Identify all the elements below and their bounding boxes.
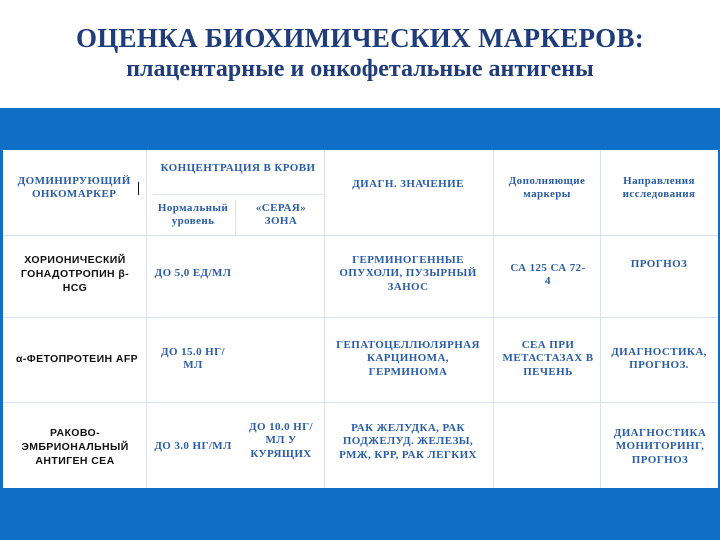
header-gray-zone: «СЕРАЯ» ЗОНА (255, 201, 307, 227)
grid-line (146, 150, 147, 488)
slide-title-block (0, 22, 720, 84)
grid-line (235, 200, 236, 235)
grid-line (3, 235, 718, 236)
row3-marker: РАКОВО-ЭМБРИОНАЛЬНЫЙ АНТИГЕН СЕА (21, 427, 129, 467)
row1-gray (243, 245, 319, 303)
header-diagnostic-value: ДИАГН. ЗНАЧЕНИЕ (352, 178, 464, 191)
row1-normal: ДО 5,0 ЕД/МЛ (154, 267, 232, 280)
grid-line (153, 194, 323, 195)
row2-gray (243, 330, 319, 388)
row2-diagnostic: ГЕПАТОЦЕЛЛЮЛЯРНАЯ КАРЦИНОМА, ГЕРМИНОМА (336, 338, 480, 378)
row3-gray: ДО 10.0 НГ/МЛ У КУРЯЩИХ (249, 420, 313, 460)
row3-diagnostic: РАК ЖЕЛУДКА, РАК ПОДЖЕЛУД. ЖЕЛЕЗЫ, РМЖ, КРР, РАК ЛЕГКИХ (339, 421, 477, 461)
grid-line (600, 150, 601, 488)
header-marker-label: ДОМИНИРУЮЩИЙ ОНКОМАРКЕР (17, 174, 131, 200)
grid-line (324, 150, 325, 488)
grid-line (3, 317, 718, 318)
slide-subtitle: плацентарные и онкофетальные антигены (126, 56, 594, 82)
grid-line (493, 150, 494, 488)
header-normal-level: Нормальный уровень (157, 201, 229, 227)
row1-marker: ХОРИОНИЧЕСКИЙ ГОНАДОТРОПИН β-HCG (20, 254, 130, 294)
row3-additional (500, 412, 596, 472)
header-additional-markers: Дополняющие маркеры (508, 174, 586, 200)
header-marker (11, 168, 139, 208)
row2-marker: α-ФЕТОПРОТЕИН AFP (15, 353, 139, 365)
row3-normal: ДО 3.0 НГ/МЛ (154, 440, 232, 453)
slide-title: ОЦЕНКА БИОХИМИЧЕСКИХ МАРКЕРОВ: (75, 23, 645, 53)
row1-diagnostic: ГЕРМИНОГЕННЫЕ ОПУХОЛИ, ПУЗЫРНЫЙ ЗАНОС (339, 253, 477, 293)
row2-normal: ДО 15.0 НГ/МЛ (161, 345, 225, 371)
markers-table (3, 150, 718, 488)
header-research-purpose: Направления исследования (622, 174, 696, 200)
grid-line (3, 402, 718, 403)
row2-additional: СЕА ПРИ МЕТАСТАЗАХ В ПЕЧЕНЬ (502, 338, 594, 378)
header-concentration: КОНЦЕНТРАЦИЯ В КРОВИ (160, 162, 316, 175)
text-cursor (138, 182, 139, 195)
row1-additional: СА 125 СА 72-4 (510, 261, 586, 287)
row2-purpose: ДИАГНОСТИКА, ПРОГНОЗ. (611, 345, 707, 371)
row1-purpose: ПРОГНОЗ (630, 258, 688, 271)
row3-purpose: ДИАГНОСТИКА МОНИТОРИНГ, ПРОГНОЗ (613, 426, 707, 466)
